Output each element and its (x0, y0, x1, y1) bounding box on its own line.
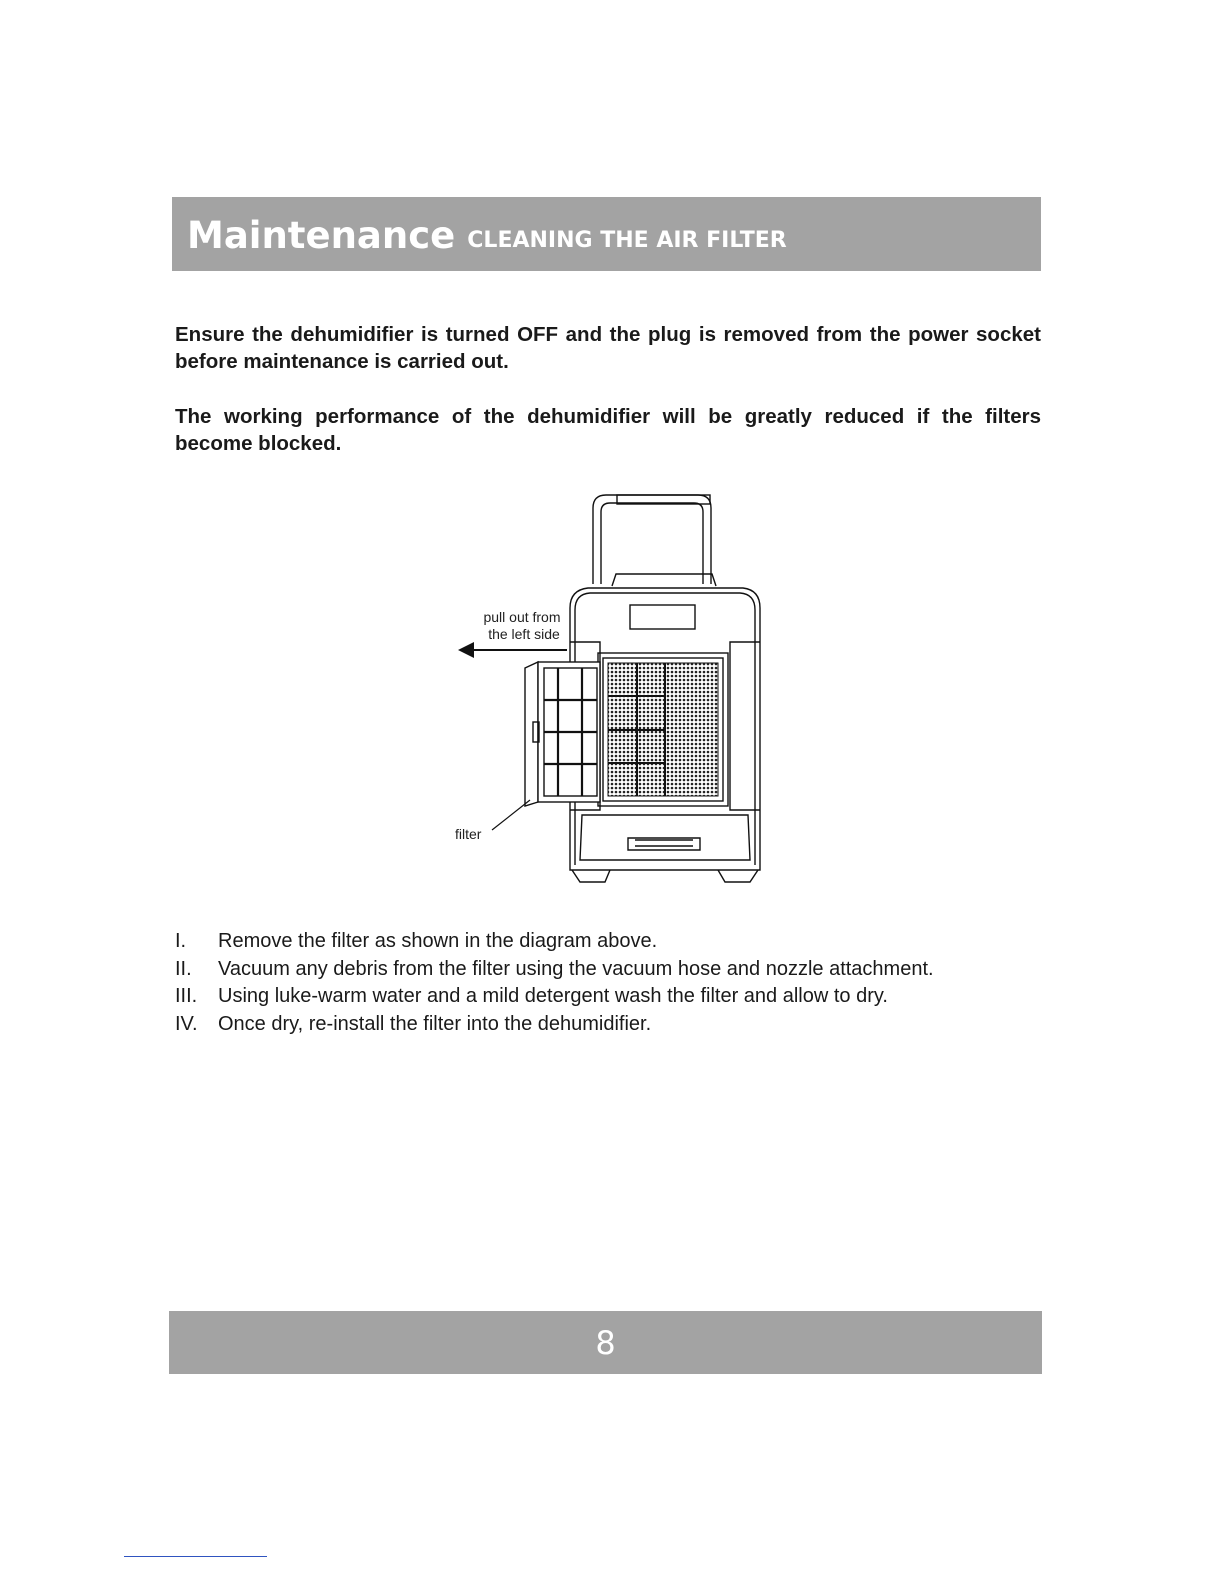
dehumidifier-illustration (430, 490, 800, 890)
page-footer (169, 1311, 1042, 1374)
step-text: Using luke-warm water and a mild detergent wash the filter and allow to dry. (218, 985, 888, 1007)
list-item (175, 928, 1055, 956)
step-text: Remove the filter as shown in the diagram above. (218, 930, 658, 952)
filter-removal-diagram (430, 490, 800, 890)
performance-paragraph: The working performance of the dehumidifier will be greatly reduced if the filters become blocked. (175, 405, 1041, 455)
section-subtitle: CLEANING THE AIR FILTER (467, 227, 787, 253)
instruction-steps (175, 928, 1055, 1038)
step-text: Once dry, re-install the filter into the dehumidifier. (218, 1012, 652, 1035)
step-number: III. (175, 985, 198, 1007)
step-text: Vacuum any debris from the filter using the vacuum hose and nozzle attachment. (218, 957, 934, 980)
section-title: Maintenance (187, 213, 456, 257)
step-number: I. (175, 930, 187, 952)
list-item (175, 983, 1055, 1011)
step-number: II. (175, 957, 192, 980)
arrow-label-line-1: pull out from (483, 609, 561, 625)
list-item (175, 956, 1055, 984)
footnote-rule (124, 1556, 267, 1557)
section-header (172, 197, 1041, 271)
filter-label: filter (455, 826, 482, 842)
warning-paragraph: Ensure the dehumidifier is turned OFF and the plug is removed from the power socket before maintenance is carried out. (175, 323, 1041, 373)
page-number: 8 (595, 1323, 616, 1362)
step-number: IV. (175, 1012, 198, 1035)
arrow-label-line-2: the left side (488, 626, 560, 642)
list-item (175, 1011, 1055, 1039)
